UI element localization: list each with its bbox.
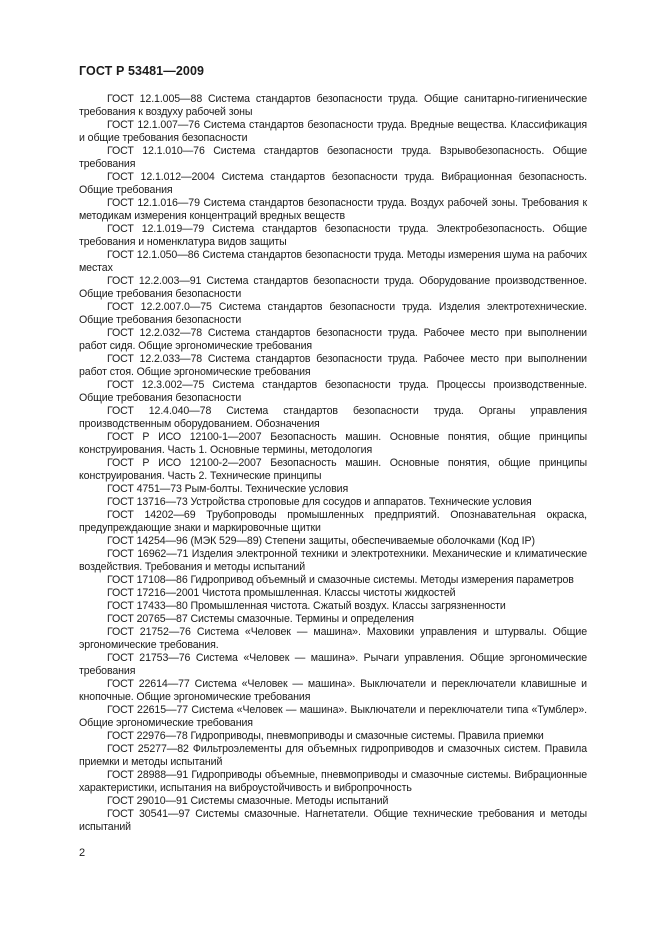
reference-item: ГОСТ 12.1.007—76 Система стандартов безопасности труда. Вредные вещества. Классификация и общие требования безопасности — [79, 119, 587, 144]
reference-item: ГОСТ 12.1.050—86 Система стандартов безопасности труда. Методы измерения шума на рабочих местах — [79, 249, 587, 274]
reference-item: ГОСТ 12.3.002—75 Система стандартов безопасности труда. Процессы производственные. Общие требования безопасности — [79, 379, 587, 404]
normative-references-list — [79, 93, 587, 834]
page-number: 2 — [79, 847, 86, 859]
reference-item: ГОСТ 29010—91 Системы смазочные. Методы испытаний — [107, 795, 389, 807]
reference-item: ГОСТ 12.2.033—78 Система стандартов безопасности труда. Рабочее место при выполнении работ стоя. Общие эргономические требования — [79, 353, 587, 378]
reference-item: ГОСТ 12.1.010—76 Система стандартов безопасности труда. Взрывобезопасность. Общие требования — [79, 145, 587, 170]
reference-item: ГОСТ 12.1.016—79 Система стандартов безопасности труда. Воздух рабочей зоны. Требования к методикам измерения концентраций вредных веществ — [79, 197, 587, 222]
reference-item: ГОСТ 12.1.005—88 Система стандартов безопасности труда. Общие санитарно-гигиенические требования к воздуху рабочей зоны — [79, 93, 587, 118]
reference-item: ГОСТ 14254—96 (МЭК 529—89) Степени защиты, обеспечиваемые оболочками (Код IP) — [107, 535, 535, 547]
reference-item: ГОСТ 12.1.012—2004 Система стандартов безопасности труда. Вибрационная безопасность. Общие требования — [79, 171, 587, 196]
reference-item: ГОСТ 16962—71 Изделия электронной техники и электротехники. Механические и климатические воздействия. Требования и методы испытаний — [79, 548, 587, 573]
reference-item: ГОСТ 12.4.040—78 Система стандартов безопасности труда. Органы управления производственным оборудованием. Обозначения — [79, 405, 587, 430]
reference-item: ГОСТ 17433—80 Промышленная чистота. Сжатый воздух. Классы загрязненности — [107, 600, 506, 612]
reference-item: ГОСТ 12.2.007.0—75 Система стандартов безопасности труда. Изделия электротехнические. Общие требования безопасности — [79, 301, 587, 326]
reference-item: ГОСТ 14202—69 Трубопроводы промышленных предприятий. Опознавательная окраска, предупреждающие знаки и маркировочные щитки — [79, 509, 587, 534]
reference-item: ГОСТ 20765—87 Системы смазочные. Термины и определения — [107, 613, 414, 625]
document-header: ГОСТ Р 53481—2009 — [79, 64, 205, 78]
reference-item: ГОСТ 4751—73 Рым-болты. Технические условия — [107, 483, 349, 495]
reference-item: ГОСТ 13716—73 Устройства строповые для сосудов и аппаратов. Технические условия — [107, 496, 532, 508]
reference-item: ГОСТ 17216—2001 Чистота промышленная. Классы чистоты жидкостей — [107, 587, 456, 599]
reference-item: ГОСТ 17108—86 Гидропривод объемный и смазочные системы. Методы измерения параметров — [107, 574, 574, 586]
reference-item: ГОСТ 12.1.019—79 Система стандартов безопасности труда. Электробезопасность. Общие требования и номенклатура видов защиты — [79, 223, 587, 248]
reference-item: ГОСТ 21753—76 Система «Человек — машина». Рычаги управления. Общие эргономические требования — [79, 652, 587, 677]
reference-item: ГОСТ 22615—77 Система «Человек — машина». Выключатели и переключатели типа «Тумблер». Общие эргономические требования — [79, 704, 587, 729]
reference-item: ГОСТ 28988—91 Гидроприводы объемные, пневмоприводы и смазочные системы. Вибрационные характеристики, испытания на виброустойчивость и вибропрочность — [79, 769, 587, 794]
reference-item: ГОСТ 22614—77 Система «Человек — машина». Выключатели и переключатели клавишные и кнопочные. Общие эргономические требования — [79, 678, 587, 703]
reference-item: ГОСТ 22976—78 Гидроприводы, пневмоприводы и смазочные системы. Правила приемки — [107, 730, 544, 742]
reference-item: ГОСТ Р ИСО 12100-1—2007 Безопасность машин. Основные понятия, общие принципы конструирования. Часть 1. Основные термины, методология — [79, 431, 587, 456]
reference-item: ГОСТ 25277—82 Фильтроэлементы для объемных гидроприводов и смазочных систем. Правила приемки и методы испытаний — [79, 743, 587, 768]
reference-item: ГОСТ 30541—97 Системы смазочные. Нагнетатели. Общие технические требования и методы испытаний — [79, 808, 587, 833]
reference-item: ГОСТ Р ИСО 12100-2—2007 Безопасность машин. Основные понятия, общие принципы конструирования. Часть 2. Технические принципы — [79, 457, 587, 482]
reference-item: ГОСТ 12.2.032—78 Система стандартов безопасности труда. Рабочее место при выполнении работ сидя. Общие эргономические требования — [79, 327, 587, 352]
reference-item: ГОСТ 12.2.003—91 Система стандартов безопасности труда. Оборудование производственное. Общие требования безопасности — [79, 275, 587, 300]
reference-item: ГОСТ 21752—76 Система «Человек — машина». Маховики управления и штурвалы. Общие эргономические требования. — [79, 626, 587, 651]
